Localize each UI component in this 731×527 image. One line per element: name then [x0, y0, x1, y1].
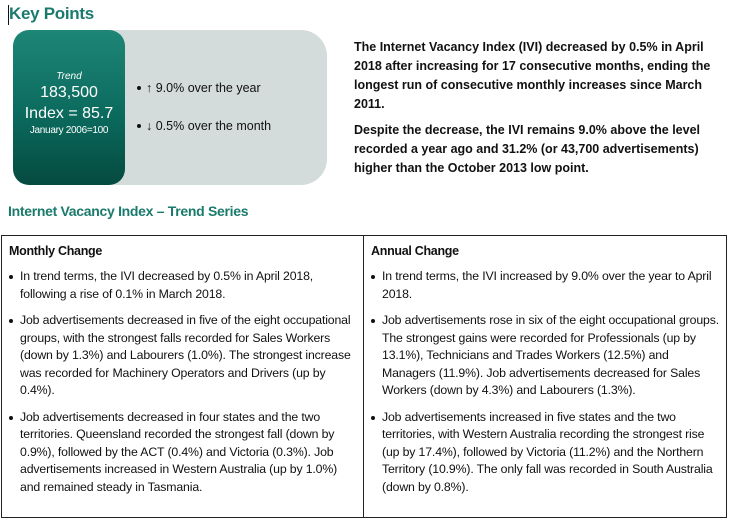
monthly-change-title: Monthly Change	[9, 244, 103, 258]
list-item	[9, 409, 359, 497]
bullet-text: 0.5% over the month	[155, 119, 272, 133]
bullet-dot-icon	[371, 275, 375, 279]
bullet-dot-icon	[9, 319, 13, 323]
summary-text	[354, 38, 726, 185]
kpi-card	[13, 30, 125, 185]
bullet-dot-icon	[9, 416, 13, 420]
list-item-text: Job advertisements decreased in five of the eight occupational groups, with the strongest falls recorded for Sales Workers (down by 1.3%) and Labourers (1.0%). The strongest increase was recorded for Machinery Operators and Drivers (up by 0.4%).	[20, 313, 351, 397]
arrow-up-icon: ↑	[146, 81, 153, 95]
bullet-year	[137, 80, 271, 118]
monthly-change-column	[2, 236, 364, 517]
kpi-base: January 2006=100	[29, 125, 109, 136]
bullet-dot-icon	[137, 86, 141, 90]
list-item-text: Job advertisements increased in five states and the two territories, with Western Australia recording the strongest rise (up by 17.4%), followed by Victoria (11.2%) and the Northern Territory (10.9%). The only fall was recorded in South Australia (down by 0.8%).	[382, 409, 713, 494]
list-item	[371, 312, 722, 400]
annual-change-column	[364, 236, 726, 517]
kpi-count: 183,500	[40, 84, 98, 101]
trend-series-heading: Internet Vacancy Index – Trend Series	[8, 203, 249, 219]
summary-paragraph: The Internet Vacancy Index (IVI) decreased by 0.5% in April 2018 after increasing for 17 consecutive months, ending the longest run of consecutive monthly increases since March 2011.	[354, 40, 711, 111]
trend-series-table	[1, 235, 727, 518]
summary-paragraph: Despite the decrease, the IVI remains 9.0% above the level recorded a year ago and 31.2% (or 43,700 advertisements) higher than the October 2013 low point.	[354, 123, 700, 175]
key-points-heading: Key Points	[9, 4, 94, 23]
kpi-index: Index = 85.7	[24, 105, 114, 122]
list-item-text: In trend terms, the IVI decreased by 0.5% in April 2018, following a rise of 0.1% in March 2018.	[20, 269, 314, 301]
list-item-text: Job advertisements decreased in four states and the two territories. Queensland recorded the strongest fall (down by 0.9%), followed by the ACT (0.4%) and Victoria (0.3%). Job advertisements increased in Western Australia (up by 1.0%) and remained steady in Tasmania.	[20, 409, 338, 494]
list-item-text: In trend terms, the IVI increased by 9.0% over the year to April 2018.	[382, 269, 712, 301]
key-points-bullets	[137, 80, 271, 156]
annual-change-title: Annual Change	[371, 244, 459, 258]
arrow-down-icon: ↓	[146, 119, 153, 133]
bullet-text: 9.0% over the year	[155, 81, 261, 95]
list-item	[9, 268, 359, 303]
bullet-dot-icon	[371, 416, 375, 420]
list-item	[371, 409, 722, 497]
bullet-month	[137, 118, 271, 156]
list-item-text: Job advertisements rose in six of the eight occupational groups. The strongest gains were recorded for Professionals (up by 13.1%), Technicians and Trades Workers (12.5%) and Managers (11.9%). Job advertisements decreased for Sales Workers (down by 4.3%) and Labourers (1.3%).	[382, 313, 719, 397]
list-item	[9, 312, 359, 400]
bullet-dot-icon	[9, 275, 13, 279]
kpi-label: Trend	[56, 71, 82, 82]
bullet-dot-icon	[371, 319, 375, 323]
list-item	[371, 268, 722, 303]
bullet-dot-icon	[137, 124, 141, 128]
